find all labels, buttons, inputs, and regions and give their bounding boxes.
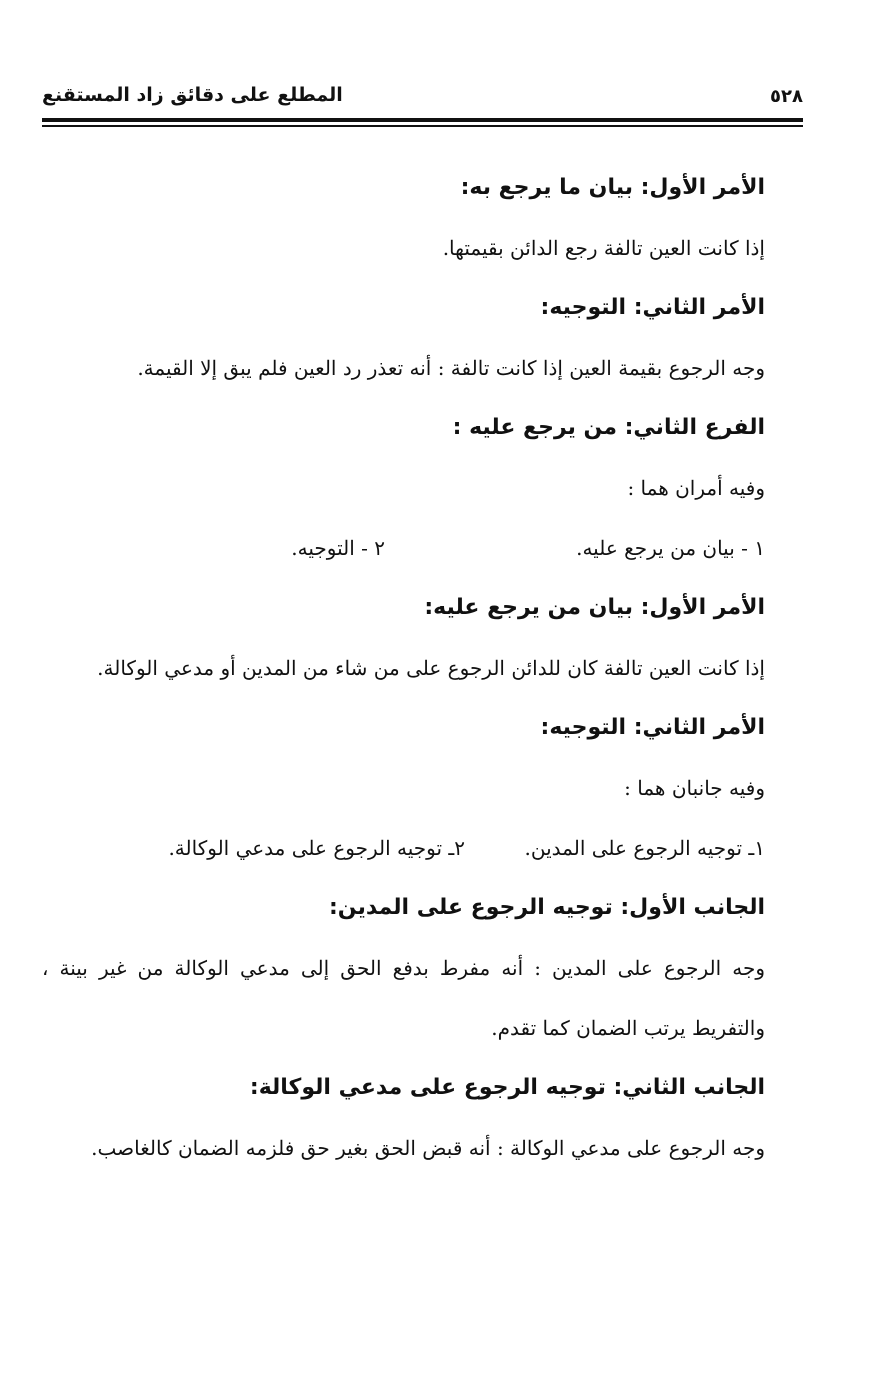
paragraph: وفيه جانبان هما : — [624, 776, 765, 800]
list-item: ٢ـ توجيه الرجوع على مدعي الوكالة. — [168, 836, 465, 860]
running-header — [42, 84, 803, 114]
section-heading: الجانب الأول: توجيه الرجوع على المدين: — [328, 895, 765, 920]
section-heading: الأمر الأول: بيان ما يرجع به: — [460, 175, 765, 200]
paragraph: إذا كانت العين تالفة رجع الدائن بقيمتها. — [442, 236, 765, 260]
list-item: ١ - بيان من يرجع عليه. — [576, 536, 765, 560]
book-title: المطلع على دقائق زاد المستقنع — [42, 84, 343, 106]
paragraph: وجه الرجوع على مدعي الوكالة : أنه قبض الحق بغير حق فلزمه الضمان كالغاصب. — [91, 1136, 765, 1160]
list-item: ٢ - التوجيه. — [291, 536, 385, 560]
paragraph: وجه الرجوع على المدين : أنه مفرط بدفع الحق إلى مدعي الوكالة من غير بينة ، والتفريط يرتب الضمان كما تقدم. — [42, 956, 765, 1040]
header-rule-thin — [42, 125, 803, 127]
paragraph: وجه الرجوع بقيمة العين إذا كانت تالفة : أنه تعذر رد العين فلم يبق إلا القيمة. — [137, 356, 765, 380]
section-heading: الجانب الثاني: توجيه الرجوع على مدعي الوكالة: — [249, 1075, 765, 1100]
numbered-list — [42, 818, 765, 878]
list-item: ١ـ توجيه الرجوع على المدين. — [524, 836, 765, 860]
section-heading: الأمر الثاني: التوجيه: — [540, 295, 765, 320]
section-heading: الأمر الأول: بيان من يرجع عليه: — [424, 595, 765, 620]
section-heading: الأمر الثاني: التوجيه: — [540, 715, 765, 740]
page-number: ٥٢٨ — [770, 86, 803, 107]
paragraph: إذا كانت العين تالفة كان للدائن الرجوع على من شاء من المدين أو مدعي الوكالة. — [97, 656, 765, 680]
paragraph: وفيه أمران هما : — [627, 476, 765, 500]
page-content — [42, 158, 765, 1178]
header-rule-thick — [42, 118, 803, 122]
numbered-list — [42, 518, 765, 578]
subsection-heading: الفرع الثاني: من يرجع عليه : — [452, 415, 765, 440]
